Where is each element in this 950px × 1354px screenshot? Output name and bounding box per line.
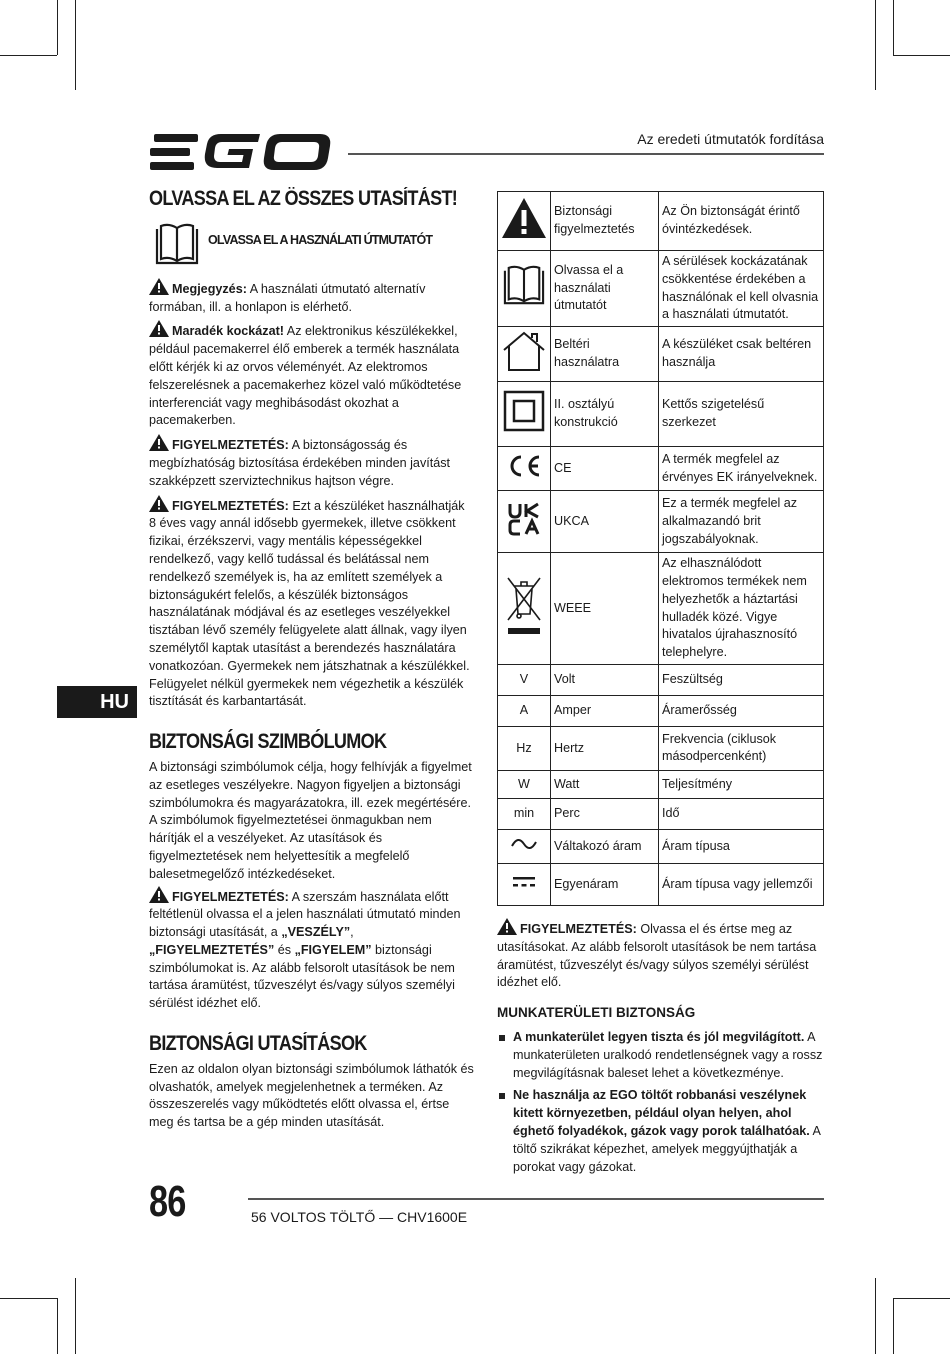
right-column [497,918,824,1181]
crop-mark [57,0,58,55]
double-square-icon [502,389,546,433]
warning-text: A biztonságosság és megbízhatóság biztosítása érdekében minden javítást szakképzett szerviztechnikus hajtson végre. [149,438,451,488]
instructions-paragraph: Ezen az oldalon olyan biztonsági szimbólumok láthatók és olvashatók, amelyek megjelenhetnek a terméken. Az összeszerelés vagy működtetés előtt olvassa el, értse meg és tartsa be a gép minden utasítását. [149,1061,474,1130]
symbol-cell: W [498,770,551,798]
warning-triangle-icon [149,278,169,295]
warning-triangle-icon [149,886,169,903]
list-item-bold: A munkaterület legyen tiszta és jól megvilágított. [513,1029,805,1044]
symbol-meaning: Feszültség [659,664,824,695]
work-area-title: MUNKATERÜLETI BIZTONSÁG [497,1005,696,1021]
crop-mark [893,1298,894,1354]
header-subtitle: Az eredeti útmutatók fordítása [637,131,824,147]
symbol-name: Hertz [551,726,659,770]
warning-triangle-icon [497,918,517,935]
left-column [149,187,475,1132]
crop-mark [0,1298,57,1299]
warning-label: FIGYELMEZTETÉS: [172,498,289,513]
symbol-cell [498,829,551,863]
crop-mark [75,0,76,90]
symbol-meaning: Teljesítmény [659,770,824,798]
symbol-name: Beltéri használatra [551,327,659,382]
symbol-cell: min [498,798,551,829]
warning-triangle-icon [501,197,547,239]
table-row [498,695,824,726]
warning-text: Olvassa el és értse meg az utasításokat. Az alább felsorolt utasítások be nem tartása áramütést, tűzveszélyt és/vagy súlyos személyi sérülést idézhet elő. [497,922,817,990]
symbol-meaning: A készüléket csak beltéren használja [659,327,824,382]
warning-label: FIGYELMEZTETÉS: [172,438,289,453]
book-icon [154,223,200,273]
warning-paragraph-children [149,495,475,712]
warning-text: A szerszám használata előtt feltétlenül olvassa el a jelen használati útmutató minden biztonsági utasítását, a [149,889,461,940]
warning-paragraph-understand [497,918,824,992]
symbol-meaning: A termék megfelel az érvényes EK irányelveknek. [659,447,824,491]
symbol-name: Watt [551,770,659,798]
language-tab: HU [57,686,137,718]
symbol-name: II. osztályú konstrukció [551,382,659,447]
symbol-cell [498,327,551,382]
residual-label: Maradék kockázat! [172,324,284,339]
section-title-read-all: OLVASSA EL AZ ÖSSZES UTASÍTÁST! [149,187,458,210]
read-manual-row [154,226,475,270]
symbol-name: UKCA [551,491,659,553]
weee-bin-icon [504,572,544,640]
symbol-cell [498,863,551,905]
symbol-meaning: Idő [659,798,824,829]
crop-mark [893,0,894,55]
symbol-cell: V [498,664,551,695]
note-paragraph [149,278,475,317]
symbol-meaning: Áramerősség [659,695,824,726]
list-item-text: A töltő szikrákat képezhet, amelyek meggyújthatják a porokat vagy gázokat. [513,1123,821,1174]
symbol-meaning: A sérülések kockázatának csökkentése érdekében a használónak el kell olvasnia a használati útmutatót. [659,251,824,327]
crop-mark [875,1278,876,1354]
symbol-cell [498,491,551,553]
ce-mark-icon [506,454,542,478]
table-row [498,327,824,382]
table-row [498,491,824,553]
symbol-name: Váltakozó áram [551,829,659,863]
footer-rule [248,1198,824,1200]
page-number: 86 [149,1177,186,1226]
crop-mark [875,0,876,90]
footer-product: 56 VOLTOS TÖLTŐ — CHV1600E [251,1209,468,1225]
header-rule [348,153,824,155]
symbol-name: WEEE [551,553,659,665]
bullet-icon [499,1093,505,1099]
symbol-meaning: Frekvencia (ciklusok másodpercenként) [659,726,824,770]
note-text: A használati útmutató alternatív formában, ill. a honlapon is elérhető. [149,281,426,314]
list-item-bold: Ne használja az EGO töltőt robbanási veszélynek kitett környezetben, például olyan helyen, ahol éghető folyadékok, gázok vagy porok találhatóak. [513,1088,810,1138]
residual-risk-paragraph [149,320,475,430]
work-area-list [497,1029,824,1176]
warning-text: biztonsági szimbólumokat is. Az alább felsorolt utasítások be nem tartása áramütést, tűzveszélyt és/vagy súlyos személyi sérülést idézhet elő. [149,942,455,1011]
caution-term: „FIGYELEM” [294,942,372,957]
warning-text: Ezt a készüléket használhatják 8 éves vagy annál idősebb gyermekek, illetve csökkent fizikai, érzékszervi, vagy mentális képességekkel rendelkező, vagy kellő tudással és belátással nem rendelkező személyek is, ha az említett személyek a biztonságukért felelős, a készülék biztonságos használatának módjával és az esetleges veszélyekkel tisztában lévő személy felügyelete alatt állnak, vagy ilyen személytől kaptak utasítást a berendezés használatára vonatkozóan. Gyermekek nem játszhatnak a készülékkel. Felügyelet nélkül gyermekek nem végezhetik a készülék tisztítását és karbantartását. [149,498,470,709]
section-title-instructions: BIZTONSÁGI UTASÍTÁSOK [149,1032,367,1056]
section-title-symbols: BIZTONSÁGI SZIMBÓLUMOK [149,730,387,754]
table-row [498,382,824,447]
warning-label: FIGYELMEZTETÉS: [520,922,637,936]
symbol-meaning: Az Ön biztonságát érintő óvintézkedések. [659,192,824,251]
warning-term: „FIGYELMEZTETÉS” [149,942,275,957]
table-row [498,192,824,251]
symbol-name: Perc [551,798,659,829]
ukca-mark-icon [507,502,541,536]
symbol-name: Egyenáram [551,863,659,905]
residual-text: Az elektronikus készülékekkel, például pacemakerrel élő emberek a termék használata előtt kérjék ki az orvos véleményét. Az elektromos felszerelésnek a pacemakerhez közel való működtetése interferenciát vagy meghibásodást okozhat a pacemakerben. [149,324,462,428]
house-icon [501,330,547,372]
symbol-meaning: Áram típusa vagy jellemzői [659,863,824,905]
symbol-name: Amper [551,695,659,726]
table-row [498,553,824,665]
list-item [497,1087,824,1176]
warning-label: FIGYELMEZTETÉS: [172,889,289,904]
symbols-paragraph: A biztonsági szimbólumok célja, hogy felhívják a figyelmet az esetleges veszélyekre. Nagyon figyeljen a biztonsági szimbólumokra és magyarázatokra, ill. ezek megértésére. A szimbólumok figyelmeztetései önmagukban nem hárítják el a veszélyeket. Az utasítások és figyelmeztetések nem helyettesítik a megfelelő balesetmegelőző intézkedéseket. [149,759,472,881]
list-item-text: A munkaterületen uralkodó rendetlenségnek vagy a rossz megvilágításnak baleset lehet a következménye. [513,1029,823,1080]
crop-mark [893,1298,950,1299]
warning-paragraph-repair [149,434,475,490]
ego-logo [150,128,335,176]
symbol-meaning: Ez a termék megfelel az alkalmazandó brit jogszabályoknak. [659,491,824,553]
symbol-cell [498,382,551,447]
warning-paragraph-read [149,886,475,1014]
symbol-meaning: Kettős szigetelésű szerkezet [659,382,824,447]
table-row [498,447,824,491]
symbol-cell: A [498,695,551,726]
symbol-name: Volt [551,664,659,695]
symbol-meaning: Áram típusa [659,829,824,863]
danger-term: „VESZÉLY” [281,925,351,940]
list-item [497,1029,824,1082]
table-row [498,251,824,327]
symbol-meaning: Az elhasználódott elektromos termékek nem helyezhetők a háztartási hulladék közé. Vigye hivatalos újrahasznosító telephelyre. [659,553,824,665]
symbol-name: CE [551,447,659,491]
symbol-cell: Hz [498,726,551,770]
symbol-cell [498,553,551,665]
warning-triangle-icon [149,495,169,512]
symbol-name: Biztonsági figyelmeztetés [551,192,659,251]
table-row [498,829,824,863]
crop-mark [75,1278,76,1354]
warning-triangle-icon [149,320,169,337]
symbol-cell [498,447,551,491]
symbol-cell [498,192,551,251]
table-row [498,726,824,770]
bullet-icon [499,1035,505,1041]
symbol-cell [498,251,551,327]
book-icon [502,265,546,307]
table-row [498,798,824,829]
warning-triangle-icon [149,434,169,451]
table-row [498,770,824,798]
separator: , [350,925,354,940]
symbol-name: Olvassa el a használati útmutatót [551,251,659,327]
note-label: Megjegyzés: [172,281,247,296]
crop-mark [0,55,57,56]
dc-icon [512,875,536,889]
table-row [498,664,824,695]
ac-wave-icon [510,837,538,851]
symbols-table [497,191,824,906]
read-manual-label: OLVASSA EL A HASZNÁLATI ÚTMUTATÓT [208,232,433,247]
crop-mark [57,1298,58,1354]
table-row [498,863,824,905]
separator: és [274,942,295,957]
crop-mark [893,55,950,56]
